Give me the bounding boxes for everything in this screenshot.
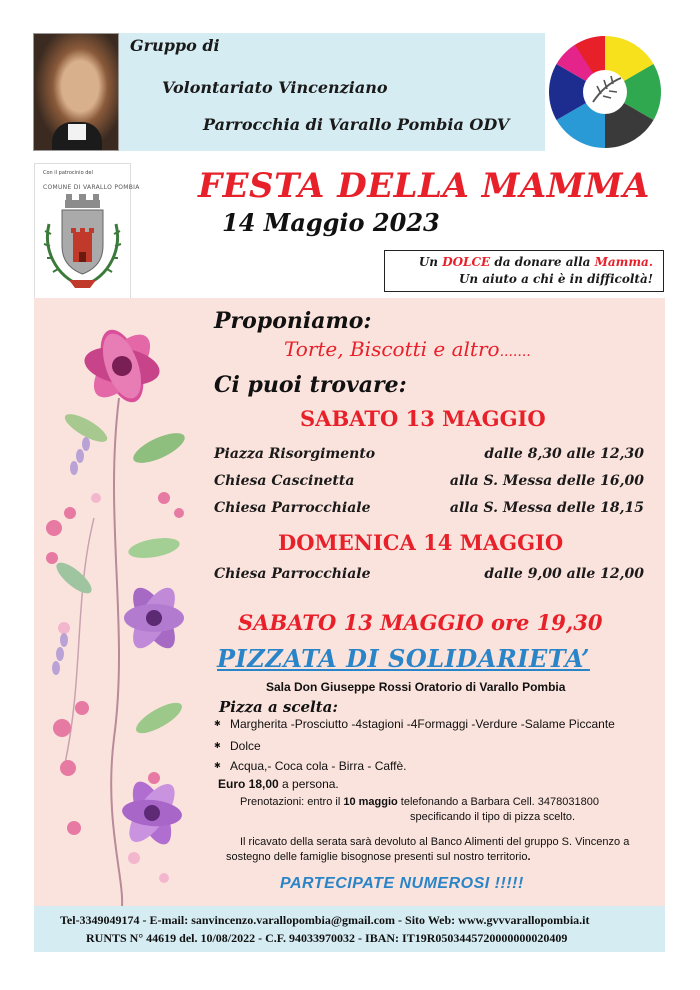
comune-label: COMUNE DI VARALLO POMBIA (43, 184, 140, 191)
schedule-row: Chiesa Cascinetta alla S. Messa delle 16,00 (214, 473, 644, 489)
footer-contacts: Tel-3349049174 - E-mail: sanvincenzo.varallopombia@gmail.com - Sito Web: www.gvvvarallopombia.it (60, 913, 590, 927)
bullet-icon: ✱ (214, 741, 221, 750)
saint-portrait-image (33, 33, 119, 151)
dolce-line-1: Un DOLCE da donare alla Mamma. (418, 255, 653, 269)
offer-items: Torte, Biscotti e altro....... (284, 337, 531, 361)
menu-item: ✱ Margherita -Prosciutto -4stagioni -4Formaggi -Verdure -Salame Piccante (214, 717, 615, 731)
proceeds-line-2: sostegno delle famiglie bisognose presenti sul nostro territorio. (226, 851, 531, 863)
event-date: 14 Maggio 2023 (222, 208, 440, 237)
header-line-parish: Parrocchia di Varallo Pombia ODV (203, 115, 510, 134)
saturday-heading: SABATO 13 MAGGIO (300, 406, 546, 431)
call-to-action: PARTECIPATE NUMEROSI !!!!! (280, 875, 524, 892)
pizza-choice-heading: Pizza a scelta: (219, 698, 338, 716)
bullet-icon: ✱ (214, 761, 221, 770)
schedule-row: Piazza Risorgimento dalle 8,30 alle 12,30 (214, 446, 644, 462)
proceeds-line-1: Il ricavato della serata sarà devoluto al Banco Alimenti del gruppo S. Vincenzo a (240, 836, 630, 848)
locations-heading: Ci puoi trovare: (214, 372, 407, 398)
event-title: FESTA DELLA MAMMA (198, 166, 650, 206)
flowers-icon (34, 298, 204, 906)
pizzata-date: SABATO 13 MAGGIO ore 19,30 (238, 610, 603, 635)
header-line-group: Gruppo di (130, 36, 220, 55)
header-line-volunteering: Volontariato Vincenziano (162, 78, 388, 97)
dolce-callout (384, 250, 664, 292)
pizzata-title: PIZZATA DI SOLIDARIETA’ (217, 644, 590, 673)
offer-heading: Proponiamo: (214, 308, 372, 334)
municipality-coat-of-arms (34, 163, 140, 301)
patronage-label: Con il patrocinio del (43, 170, 93, 176)
pizzata-venue: Sala Don Giuseppe Rossi Oratorio di Varallo Pombia (266, 680, 566, 694)
price: Euro 18,00 a persona. (218, 777, 339, 791)
bullet-icon: ✱ (214, 719, 221, 728)
footer-registry: RUNTS N° 44619 del. 10/08/2022 - C.F. 94033970032 - IBAN: IT19R0503445720000000020409 (86, 931, 568, 945)
booking-line-2: specificando il tipo di pizza scelto. (410, 811, 576, 823)
floral-decoration (34, 298, 204, 906)
schedule-row: Chiesa Parrocchiale dalle 9,00 alle 12,00 (214, 566, 644, 582)
booking-line-1: Prenotazioni: entro il 10 maggio telefonando a Barbara Cell. 3478031800 (240, 796, 599, 808)
schedule-row: Chiesa Parrocchiale alla S. Messa delle 18,15 (214, 500, 644, 516)
menu-item: ✱ Dolce (214, 739, 261, 753)
association-logo (545, 33, 665, 151)
aperture-logo-icon (545, 33, 665, 151)
sunday-heading: DOMENICA 14 MAGGIO (278, 530, 564, 555)
menu-item: ✱ Acqua,- Coca cola - Birra - Caffè. (214, 759, 407, 773)
dolce-line-2: Un aiuto a chi è in difficoltà! (458, 272, 653, 286)
